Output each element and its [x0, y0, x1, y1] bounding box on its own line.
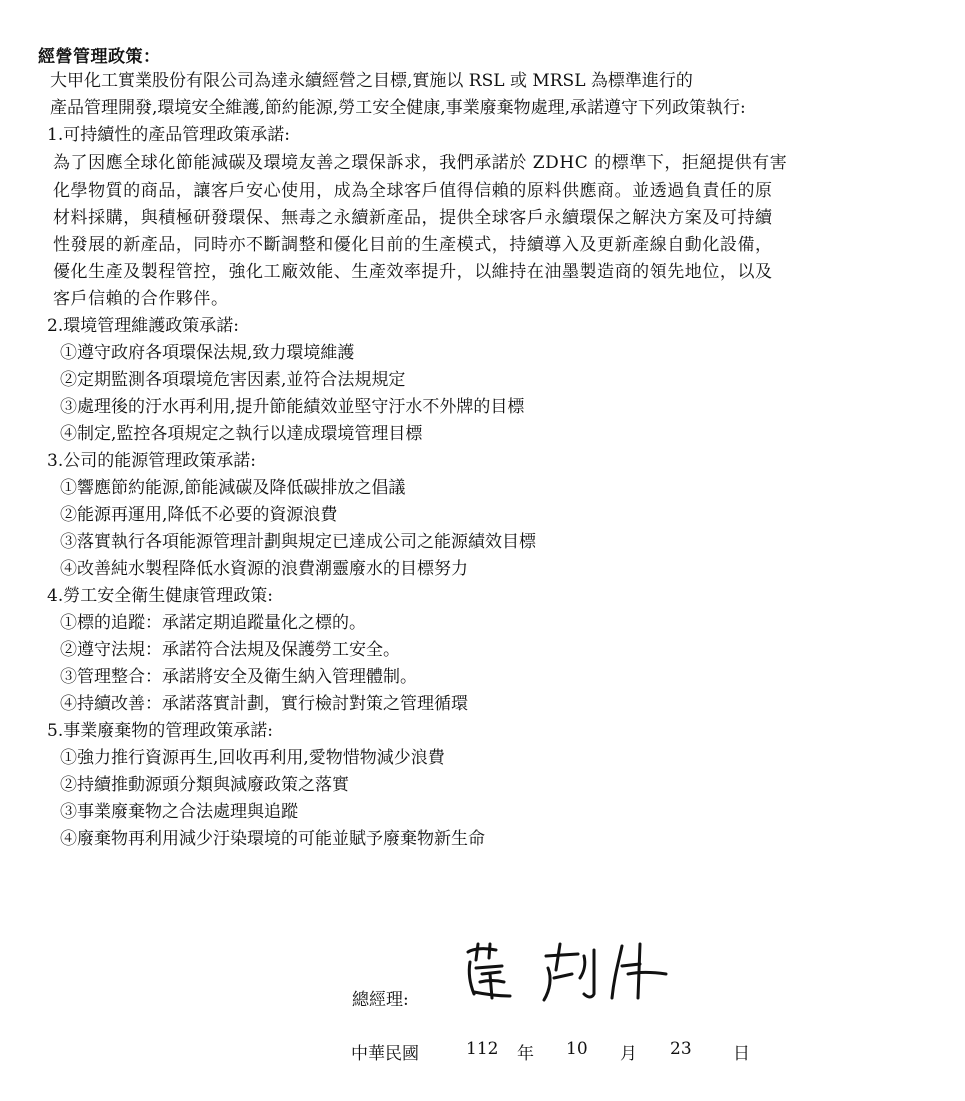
- section-heading: 4.勞工安全衛生健康管理政策:: [47, 586, 273, 606]
- list-item: ③事業廢棄物之合法處理與追蹤: [60, 802, 298, 822]
- list-item: ①遵守政府各項環保法規,致力環境維護: [60, 343, 355, 363]
- section-heading: 2.環境管理維護政策承諾:: [47, 316, 239, 336]
- paragraph-line: 優化生產及製程管控，強化工廠效能、生產效率提升，以維持在油墨製造商的領先地位，以及: [53, 262, 773, 282]
- date-year-unit: 年: [517, 1044, 534, 1064]
- section-heading: 1.可持續性的產品管理政策承諾:: [47, 125, 290, 145]
- list-item: ②能源再運用,降低不必要的資源浪費: [60, 505, 338, 525]
- paragraph-line: 化學物質的商品，讓客戶安心使用，成為全球客戶值得信賴的原料供應商。並透過負責任的原: [53, 181, 773, 201]
- list-item: ④制定,監控各項規定之執行以達成環境管理目標: [60, 424, 423, 444]
- paragraph-line: 材料採購，與積極研發環保、無毒之永續新產品，提供全球客戶永續環保之解決方案及可持續: [53, 208, 773, 228]
- document-title: 經營管理政策：: [38, 47, 161, 67]
- list-item: ④改善純水製程降低水資源的浪費潮靈廢水的目標努力: [60, 559, 468, 579]
- general-manager-label: 總經理:: [352, 990, 409, 1010]
- list-item: ④持續改善：承諾落實計劃，實行檢討對策之管理循環: [60, 694, 468, 714]
- intro-line: 產品管理開發,環境安全維護,節約能源,勞工安全健康,事業廢棄物處理,承諾遵守下列政策執行:: [50, 98, 746, 118]
- paragraph-line: 性發展的新產品，同時亦不斷調整和優化目前的生產模式，持續導入及更新產線自動化設備，: [53, 235, 773, 255]
- list-item: ①強力推行資源再生,回收再利用,愛物惜物減少浪費: [60, 748, 445, 768]
- date-year: 112: [466, 1039, 499, 1059]
- list-item: ①響應節約能源,節能減碳及降低碳排放之倡議: [60, 478, 406, 498]
- section-heading: 5.事業廢棄物的管理政策承諾:: [47, 721, 273, 741]
- list-item: ②遵守法規：承諾符合法規及保護勞工安全。: [60, 640, 400, 660]
- handwritten-signature: [462, 938, 672, 1008]
- date-era: 中華民國: [351, 1044, 419, 1064]
- intro-line: 大甲化工實業股份有限公司為達永續經營之目標,實施以 RSL 或 MRSL 為標準進行的: [50, 71, 693, 91]
- list-item: ③落實執行各項能源管理計劃與規定已達成公司之能源績效目標: [60, 532, 536, 552]
- paragraph-line: 為了因應全球化節能減碳及環境友善之環保訴求，我們承諾於 ZDHC 的標準下，拒絕提供有害: [53, 153, 788, 173]
- list-item: ③管理整合：承諾將安全及衛生納入管理體制。: [60, 667, 417, 687]
- list-item: ②持續推動源頭分類與減廢政策之落實: [60, 775, 349, 795]
- list-item: ④廢棄物再利用減少汙染環境的可能並賦予廢棄物新生命: [60, 829, 485, 849]
- section-heading: 3.公司的能源管理政策承諾:: [47, 451, 256, 471]
- list-item: ③處理後的汙水再利用,提升節能績效並堅守汙水不外牌的目標: [60, 397, 525, 417]
- date-day: 23: [670, 1039, 692, 1059]
- date-month-unit: 月: [620, 1044, 637, 1064]
- paragraph-line: 客戶信賴的合作夥伴。: [53, 289, 229, 309]
- list-item: ②定期監測各項環境危害因素,並符合法規規定: [60, 370, 406, 390]
- date-month: 10: [566, 1039, 588, 1059]
- list-item: ①標的追蹤：承諾定期追蹤量化之標的。: [60, 613, 366, 633]
- date-day-unit: 日: [733, 1044, 750, 1064]
